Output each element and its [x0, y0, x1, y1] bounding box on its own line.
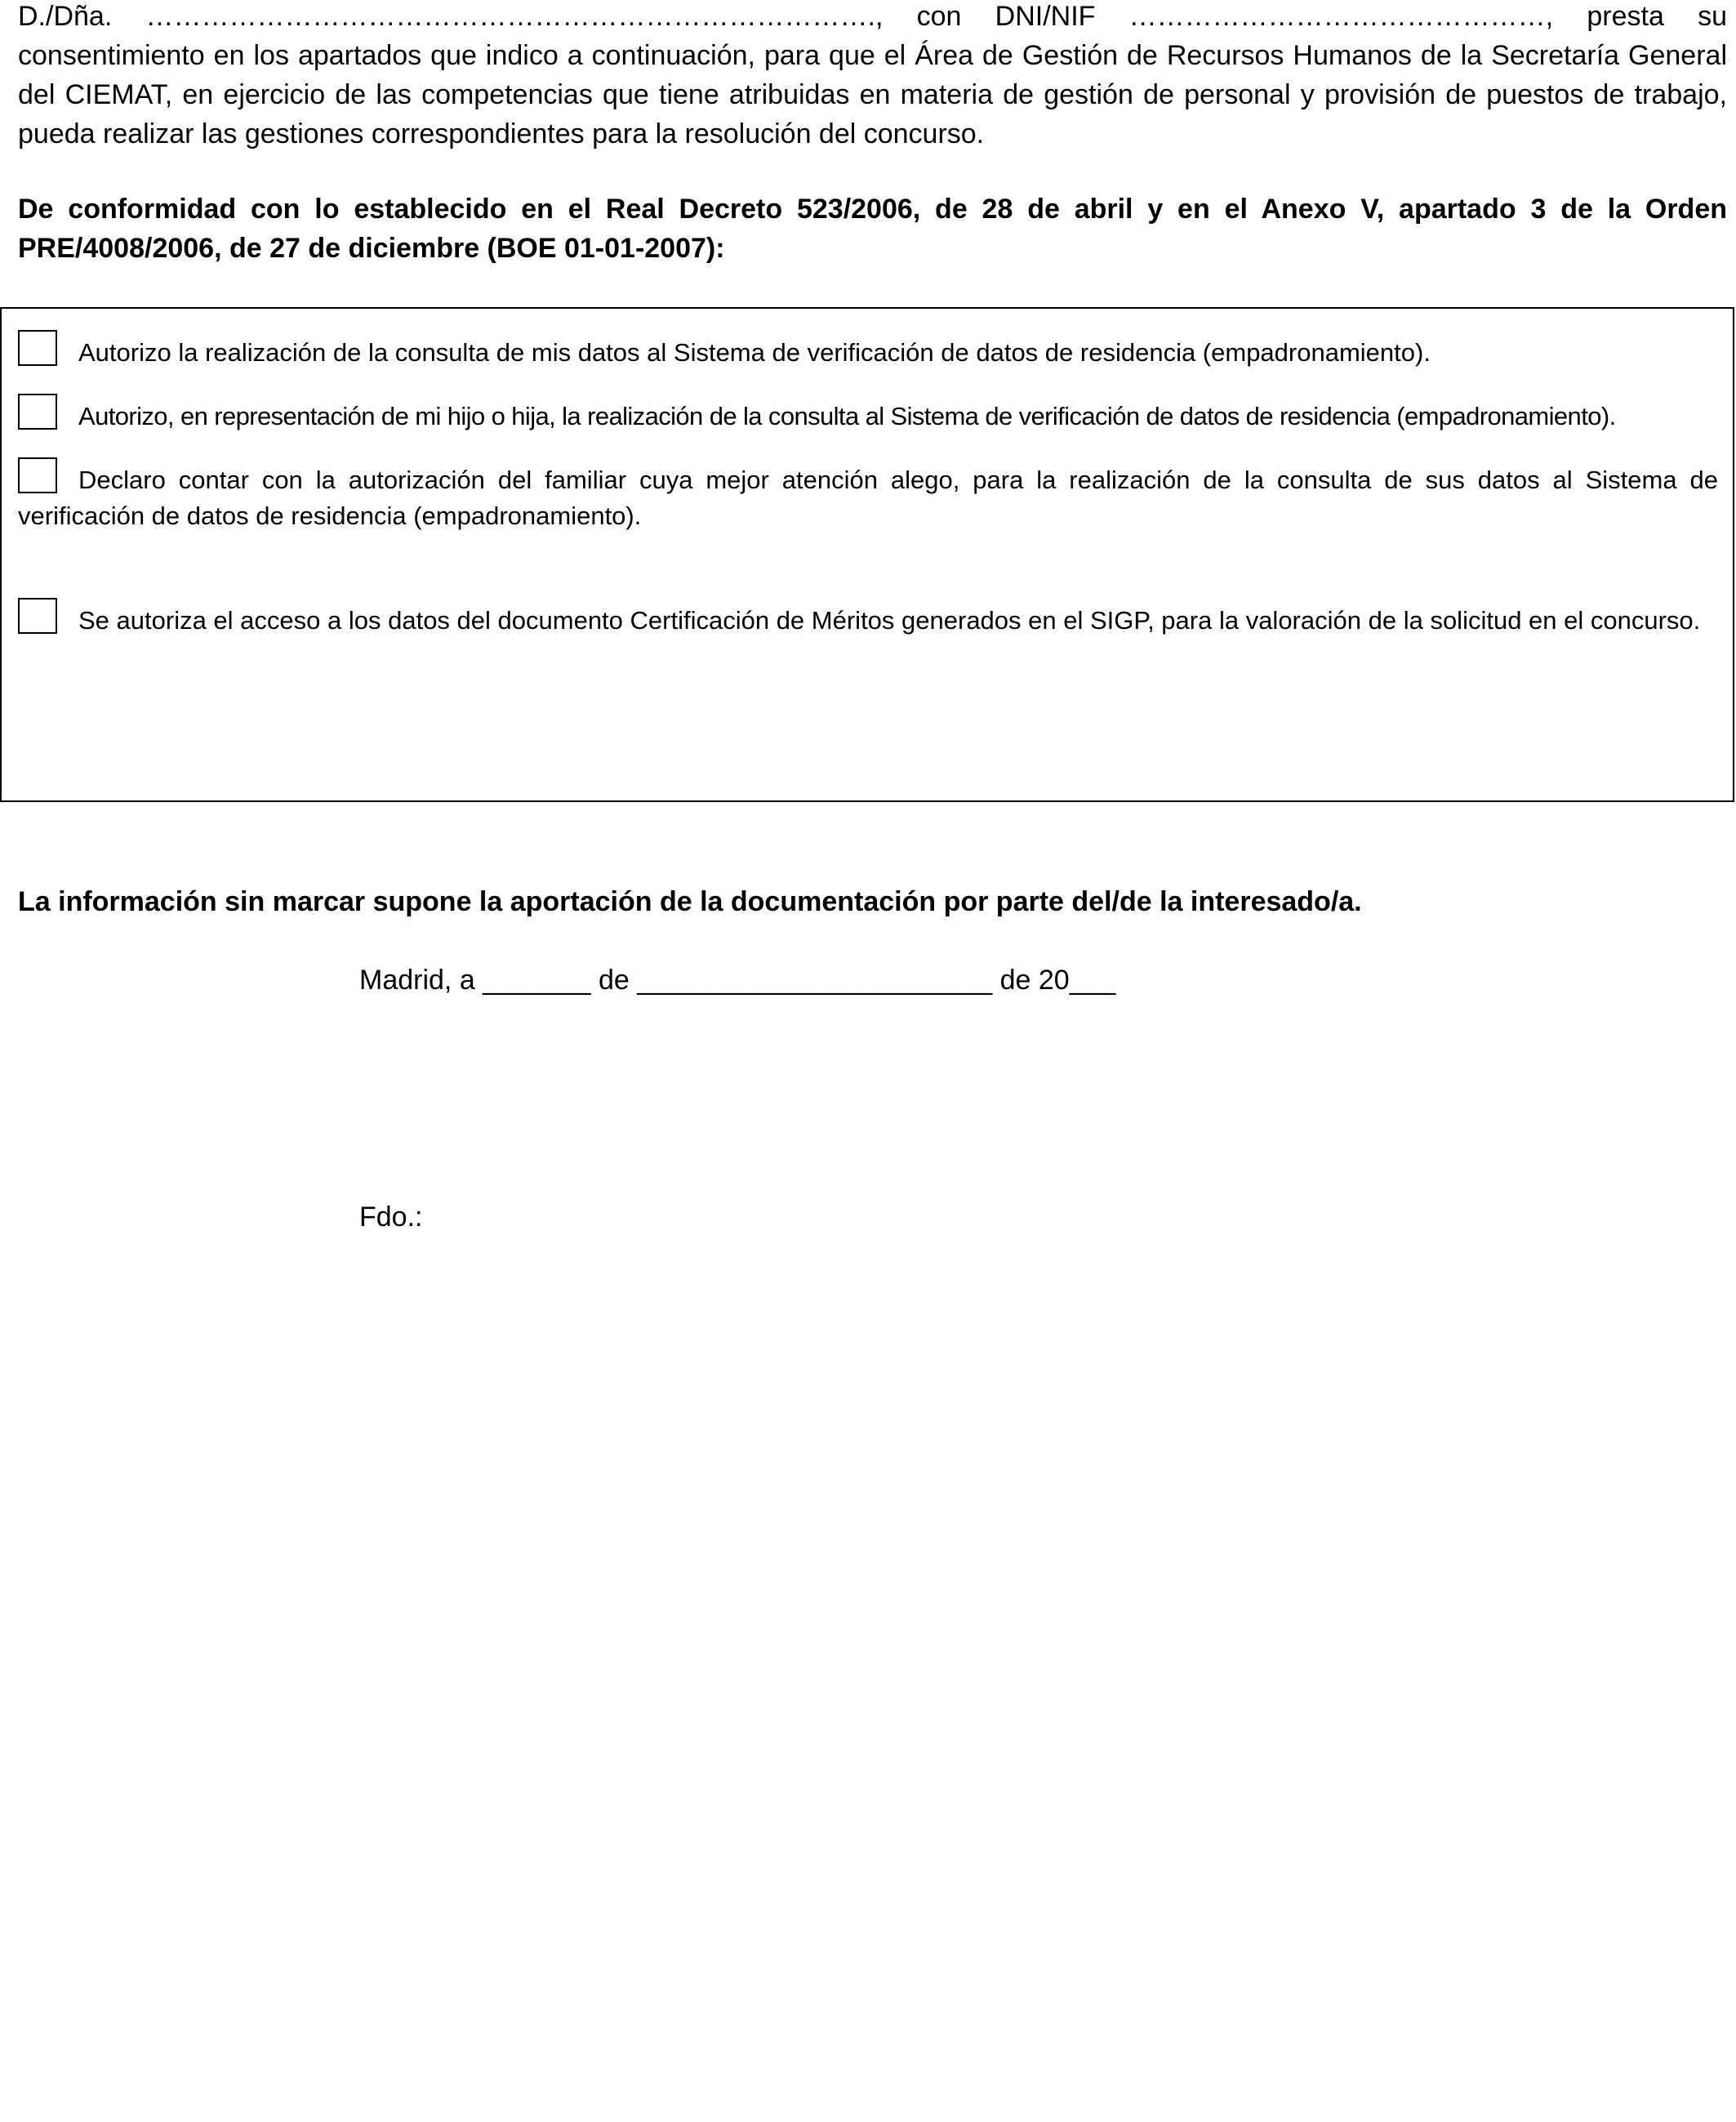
consent-residence-child-checkbox[interactable]: [18, 394, 57, 430]
consent-options-box: [0, 307, 1734, 802]
consent-residence-child-label: Autorizo, en representación de mi hijo o hija, la realización de la consulta al Sistema de verificación de datos de residencia (empadronamiento).: [78, 402, 1616, 430]
consent-residence-child: [18, 394, 1718, 435]
unmarked-info-notice: La información sin marcar supone la aportación de la documentación por parte del/de la interesado/a.: [18, 886, 1362, 917]
consent-merits-certificate: [18, 598, 1718, 639]
legal-basis-paragraph: De conformidad con lo establecido en el Real Decreto 523/2006, de 28 de abril y en el Anexo V, apartado 3 de la Orden PRE/4008/2006, de 27 de diciembre (BOE 01-01-2007):: [18, 194, 1727, 264]
signature-label: Fdo.:: [359, 1201, 423, 1233]
intro-paragraph: D./Dña. ……………………………………………………………………., con DNI/NIF ………………………………………, presta su consentimiento en los apartados que indico a continuación, para que el Área de Gestión de Recursos Humanos de la Secretaría General del CIEMAT, en ejercicio de las competencias que tiene atribuidas en materia de gestión de personal y provisión de puestos de trabajo, pueda realizar las gestiones correspondientes para la resolución del concurso.: [18, 1, 1727, 149]
consent-residence-relative-label: Declaro contar con la autorización del familiar cuya mejor atención alego, para la realización de la consulta de sus datos al Sistema de verificación de datos de residencia (empadronamiento).: [18, 466, 1718, 530]
consent-merits-certificate-label: Se autoriza el acceso a los datos del documento Certificación de Méritos generados en el SIGP, para la valoración de la solicitud en el concurso.: [78, 606, 1701, 635]
consent-residence-own: [18, 330, 1718, 371]
consent-residence-own-label: Autorizo la realización de la consulta de mis datos al Sistema de verificación de datos de residencia (empadronamiento).: [78, 338, 1431, 367]
consent-residence-relative-checkbox[interactable]: [18, 457, 57, 493]
place-date-line: Madrid, a _______ de _______________________ de 20___: [359, 965, 1116, 996]
consent-merits-certificate-checkbox[interactable]: [18, 598, 57, 634]
consent-residence-own-checkbox[interactable]: [18, 330, 57, 366]
consent-residence-relative: [18, 457, 1718, 534]
